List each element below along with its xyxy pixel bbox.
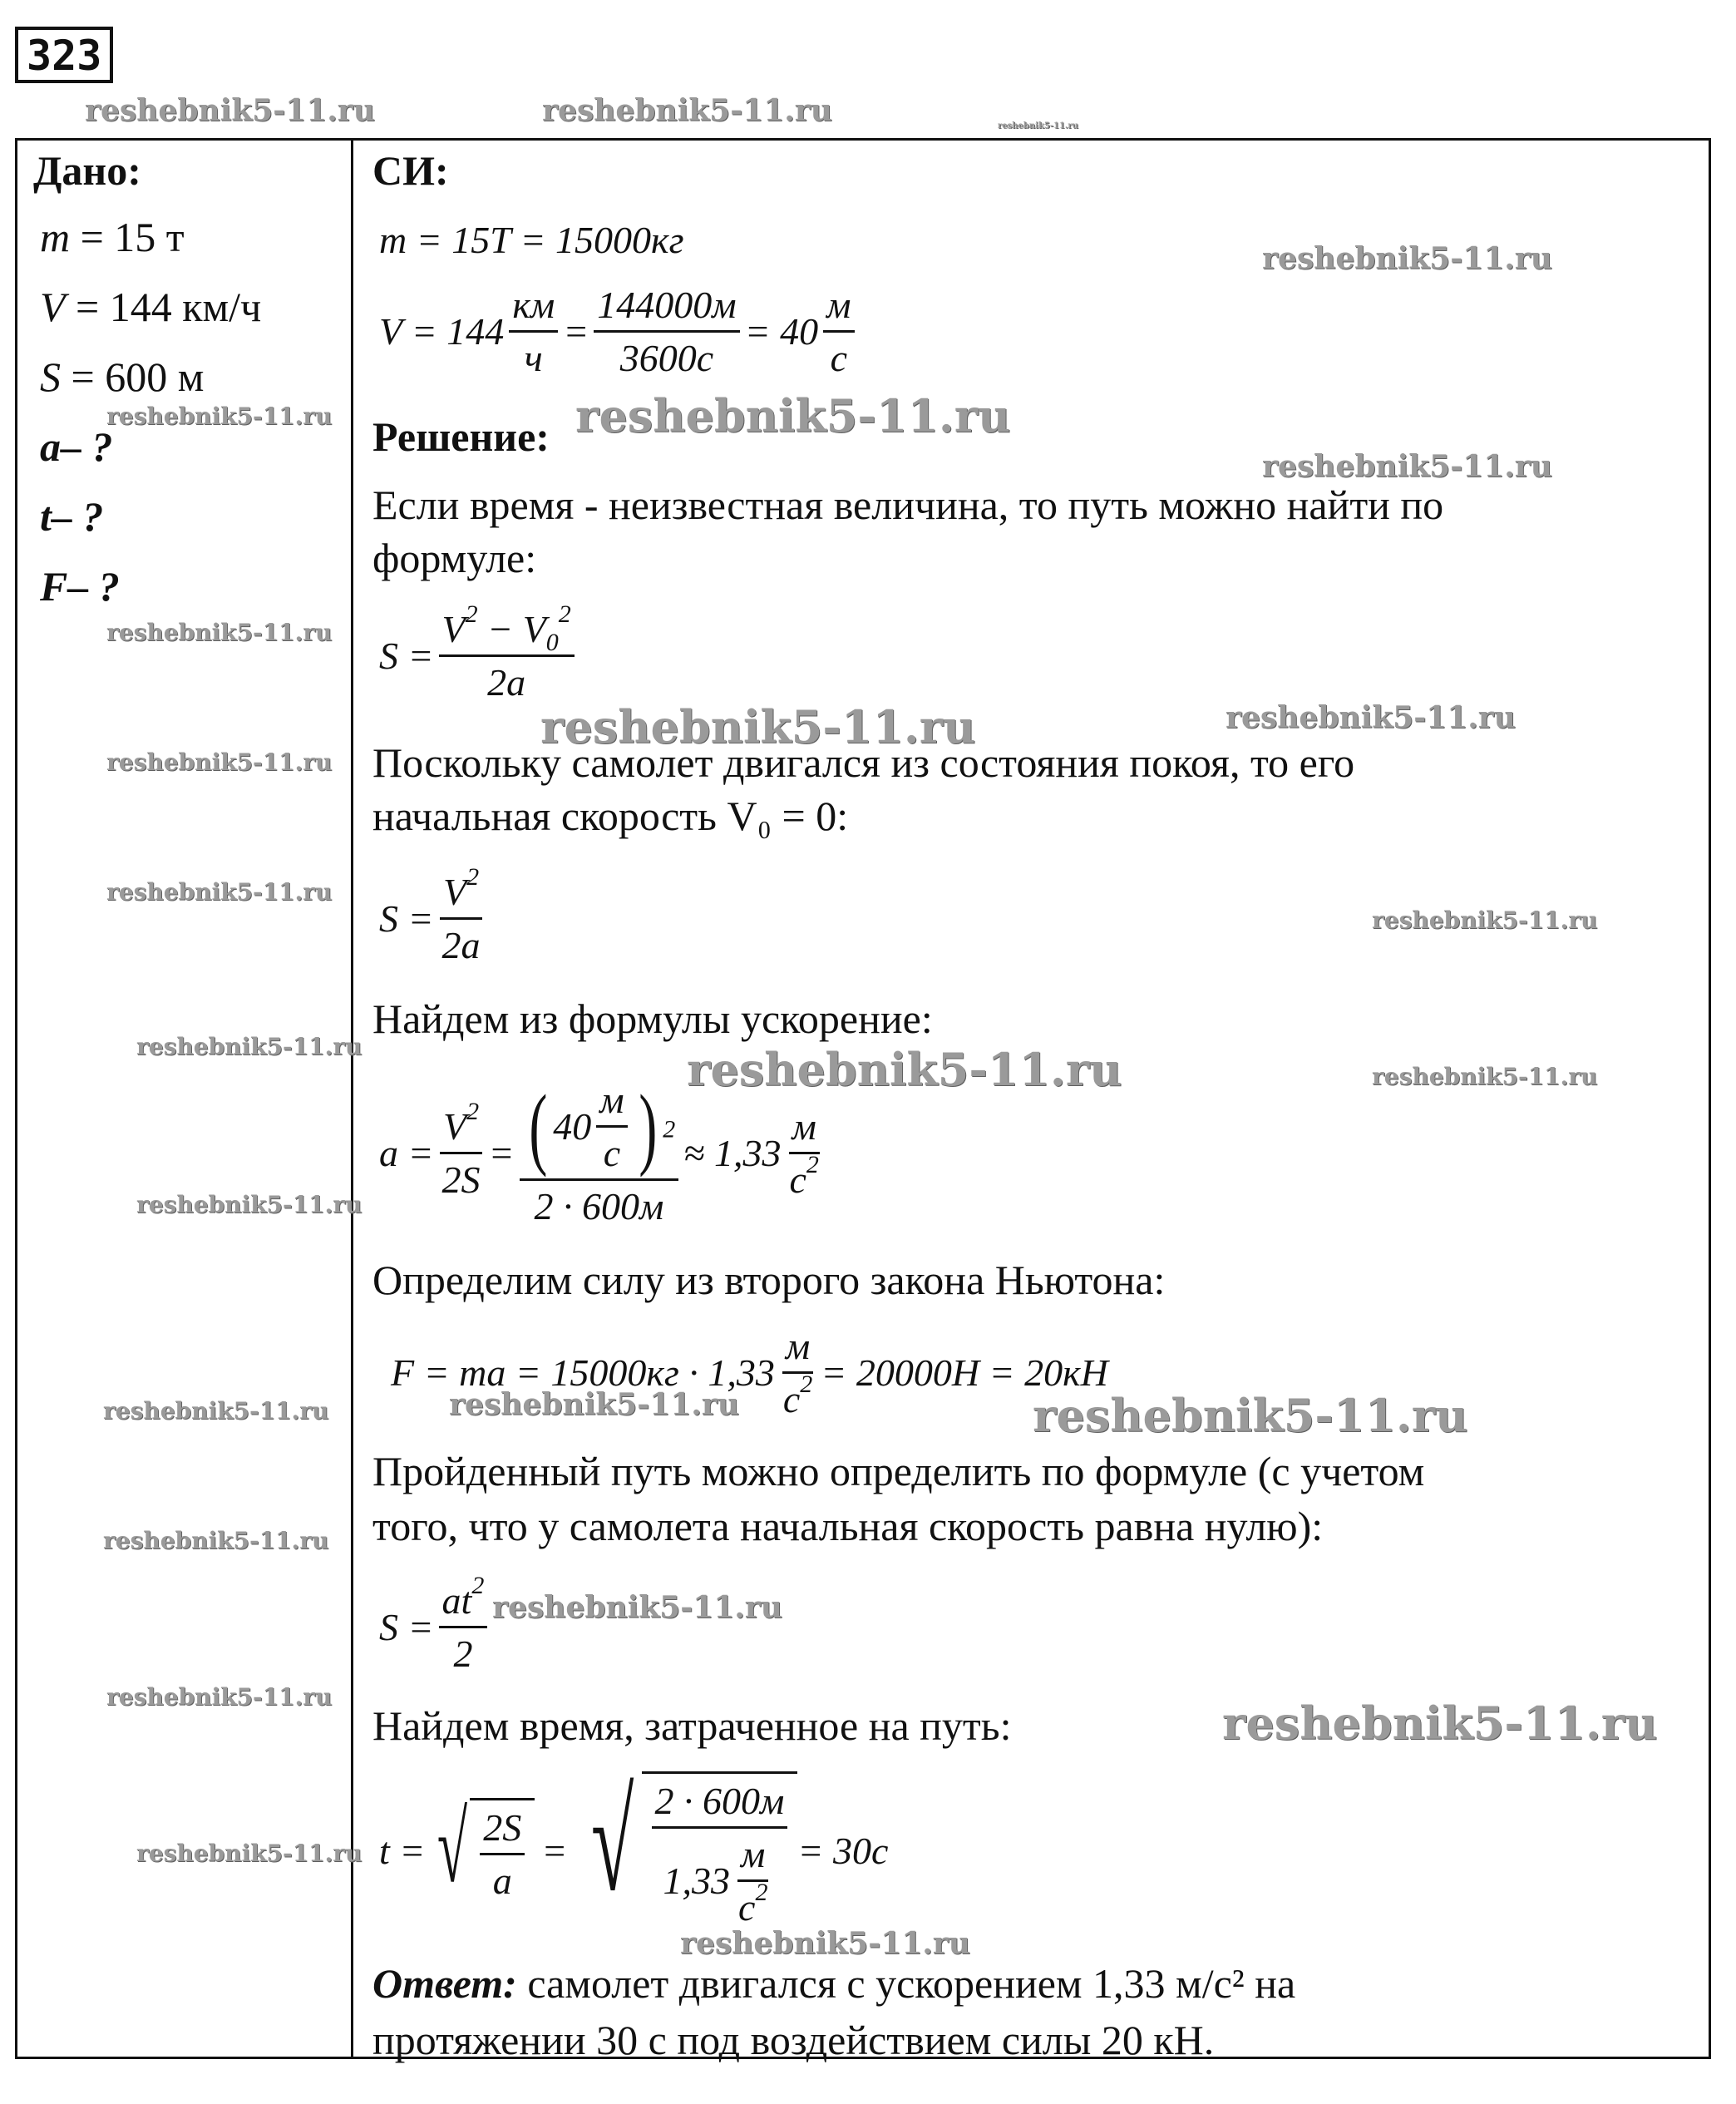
watermark: reshebnik5-11.ru xyxy=(85,93,375,128)
formula-acceleration: a = $\frac{V^2}{2S}$ = ( 40 $\frac{м}{с}$ ) $^2$ 2 · 600м ≈ 1,33 $\frac{м}{с^2}$ xyxy=(379,1075,819,1227)
unknown-a: a– ? xyxy=(40,423,113,470)
watermark: reshebnik5-11.ru xyxy=(575,389,1011,442)
watermark: reshebnik5-11.ru xyxy=(1226,700,1516,735)
formula-time: t = √ $\frac{2S}{a}$ = √ 2 · 600м 1,33 $\frac{м}{с^2}$ = 30с xyxy=(379,1764,889,1929)
given-mass: m = 15 т xyxy=(40,214,185,260)
formula-distance-rest: S = $\frac{V^2}{2a}$ xyxy=(379,870,489,967)
paragraph-6: Найдем время, затраченное на путь: xyxy=(372,1702,1012,1749)
watermark: reshebnik5-11.ru xyxy=(492,1590,782,1625)
si-heading: СИ: xyxy=(372,147,449,194)
unknown-f: F– ? xyxy=(40,563,120,610)
watermark: reshebnik5-11.ru xyxy=(103,1527,329,1554)
given-heading: Дано: xyxy=(33,147,141,194)
watermark: reshebnik5-11.ru xyxy=(1222,1697,1658,1750)
paragraph-2-line-1: Поскольку самолет двигался из состояния покоя, то его xyxy=(372,739,1355,786)
watermark: reshebnik5-11.ru xyxy=(449,1387,739,1422)
si-speed: V = 144 $\frac{км}{ч}$ = $\frac{144000м}{3600с}$ = 40 $\frac{м}{с}$ xyxy=(379,283,860,380)
paragraph-5-line-2: того, что у самолета начальная скорость равна нулю): xyxy=(372,1503,1324,1549)
paragraph-4: Определим силу из второго закона Ньютона: xyxy=(372,1257,1166,1303)
watermark: reshebnik5-11.ru xyxy=(1372,906,1598,934)
si-mass: m = 15T = 15000кг xyxy=(379,219,684,261)
watermark: reshebnik5-11.ru xyxy=(106,403,333,430)
formula-distance-time: S = $\frac{at^2}{2}$ xyxy=(379,1578,492,1676)
watermark: reshebnik5-11.ru xyxy=(1262,449,1552,484)
given-speed: V = 144 км/ч xyxy=(40,284,262,330)
formula-distance-general: S = $\frac{V^2 - V_0^2}{2a}$ xyxy=(379,607,579,704)
watermark: reshebnik5-11.ru xyxy=(542,93,832,128)
watermark: reshebnik5-11.ru xyxy=(136,1033,362,1060)
watermark: reshebnik5-11.ru xyxy=(106,878,333,906)
paragraph-1-line-2: формуле: xyxy=(372,535,537,581)
watermark: reshebnik5-11.ru xyxy=(1033,1389,1468,1442)
paragraph-1-line-1: Если время - неизвестная величина, то путь можно найти по xyxy=(372,482,1444,528)
problem-number: 323 xyxy=(15,27,113,83)
watermark: reshebnik5-11.ru xyxy=(687,1043,1122,1096)
watermark: reshebnik5-11.ru xyxy=(136,1191,362,1218)
formula-force: F = ma = 15000кг · 1,33 $\frac{м}{с^2}$ = 20000H = 20кH xyxy=(391,1325,1108,1420)
paragraph-5-line-1: Пройденный путь можно определить по формуле (с учетом xyxy=(372,1448,1425,1494)
paragraph-2-line-2: начальная скорость V₀ = 0: xyxy=(372,793,849,839)
watermark: reshebnik5-11.ru xyxy=(136,1840,362,1867)
unknown-t: t– ? xyxy=(40,493,104,540)
watermark: reshebnik5-11.ru xyxy=(1372,1063,1598,1090)
watermark: reshebnik5-11.ru xyxy=(103,1397,329,1425)
column-divider xyxy=(351,138,353,2059)
paragraph-3: Найдем из формулы ускорение: xyxy=(372,995,933,1042)
solution-heading: Решение: xyxy=(372,413,550,460)
watermark: reshebnik5-11.ru xyxy=(1262,241,1552,276)
watermark: reshebnik5-11.ru xyxy=(106,748,333,776)
watermark: reshebnik5-11.ru xyxy=(106,619,333,646)
answer-line-1: Ответ: самолет двигался с ускорением 1,33 м/с² на xyxy=(372,1960,1296,2007)
watermark: reshebnik5-11.ru xyxy=(680,1926,970,1961)
watermark: reshebnik5-11.ru xyxy=(540,700,976,753)
watermark: reshebnik5-11.ru xyxy=(106,1683,333,1711)
answer-line-2: протяжении 30 с под воздействием силы 20 кН. xyxy=(372,2017,1215,2063)
watermark: reshebnik5-11.ru xyxy=(998,121,1078,131)
given-distance: S = 600 м xyxy=(40,353,205,400)
